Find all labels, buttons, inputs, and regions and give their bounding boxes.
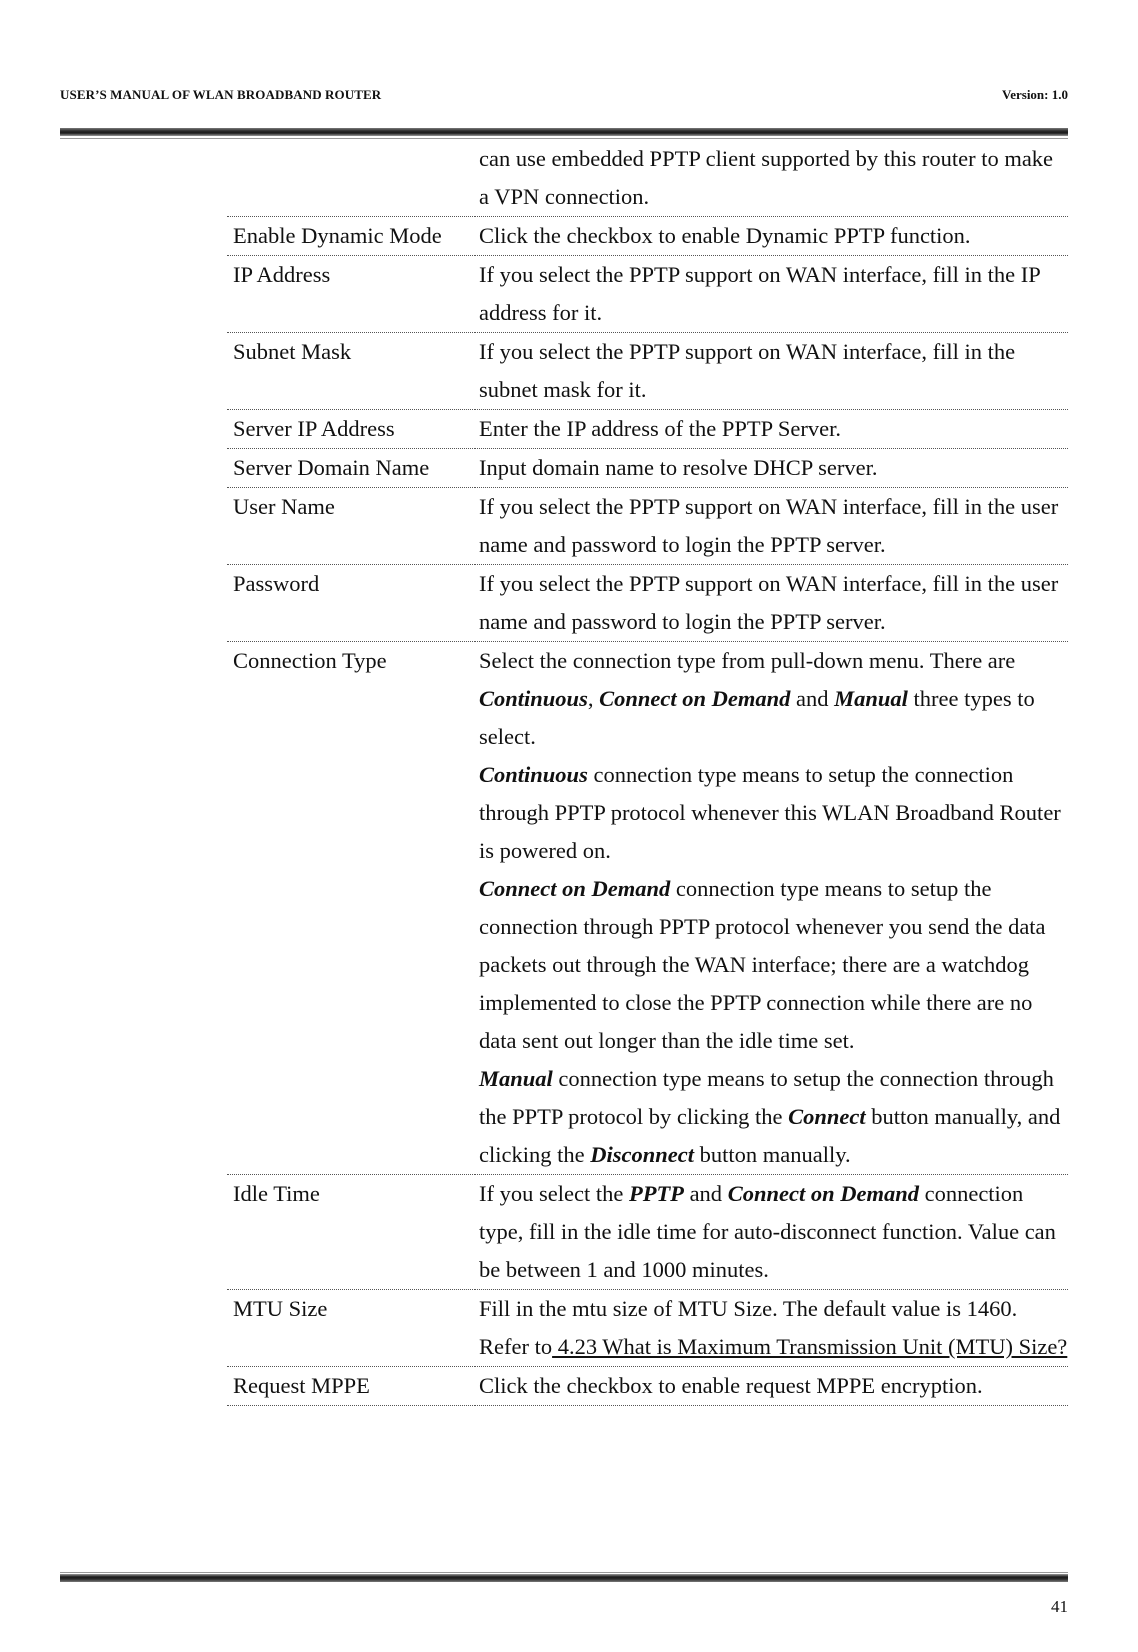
param-name: Subnet Mask <box>227 333 475 410</box>
header-rule-thin <box>60 138 1068 139</box>
parameter-table <box>227 140 1068 1406</box>
param-name: Server Domain Name <box>227 449 475 488</box>
table-row <box>227 1175 1068 1290</box>
term-continuous: Continuous <box>479 762 588 787</box>
table-row <box>227 217 1068 256</box>
term-manual: Manual <box>834 686 908 711</box>
table-row <box>227 410 1068 449</box>
term-manual: Manual <box>479 1066 553 1091</box>
mtu-reference-link[interactable]: 4.23 What is Maximum Transmission Unit (MTU) Size? <box>552 1334 1068 1359</box>
param-description: Fill in the mtu size of MTU Size. The default value is 1460. Refer to 4.23 What is Maximum Transmission Unit (MTU) Size? <box>475 1290 1068 1367</box>
param-name: IP Address <box>227 256 475 333</box>
param-description: Enter the IP address of the PPTP Server. <box>475 410 1068 449</box>
term-connect-on-demand: Connect on Demand <box>727 1181 919 1206</box>
param-name: Server IP Address <box>227 410 475 449</box>
manual-description: Manual connection type means to setup the connection through the PPTP protocol by clicking the Connect button manually, and clicking the Disconnect button manually. <box>479 1066 1061 1167</box>
param-name: Idle Time <box>227 1175 475 1290</box>
on-demand-description: Connect on Demand connection type means to setup the connection through PPTP protocol whenever you send the data packets out through the WAN interface; there are a watchdog implemented to close the PPTP connection while there are no data sent out longer than the idle time set. <box>479 876 1046 1053</box>
param-name: Password <box>227 565 475 642</box>
param-description: If you select the PPTP support on WAN interface, fill in the IP address for it. <box>475 256 1068 333</box>
term-disconnect: Disconnect <box>590 1142 694 1167</box>
header-rule <box>60 128 1068 136</box>
param-description: If you select the PPTP and Connect on Demand connection type, fill in the idle time for auto-disconnect function. Value can be between 1 and 1000 minutes. <box>475 1175 1068 1290</box>
param-name: Request MPPE <box>227 1367 475 1406</box>
term-connect: Connect <box>788 1104 866 1129</box>
table-row <box>227 565 1068 642</box>
table-row <box>227 333 1068 410</box>
table-row <box>227 488 1068 565</box>
table-row <box>227 449 1068 488</box>
param-name <box>227 140 475 217</box>
page-number: 41 <box>1051 1597 1068 1616</box>
param-name: Enable Dynamic Mode <box>227 217 475 256</box>
param-description <box>475 642 1068 1175</box>
term-connect-on-demand: Connect on Demand <box>479 876 671 901</box>
param-description: can use embedded PPTP client supported by this router to make a VPN connection. <box>475 140 1068 217</box>
term-connect-on-demand: Connect on Demand <box>599 686 791 711</box>
table-row <box>227 1367 1068 1406</box>
table-row <box>227 140 1068 217</box>
param-description: If you select the PPTP support on WAN interface, fill in the subnet mask for it. <box>475 333 1068 410</box>
term-pptp: PPTP <box>628 1181 684 1206</box>
param-name: Connection Type <box>227 642 475 1175</box>
header-version: Version: 1.0 <box>1002 87 1068 102</box>
term-continuous: Continuous <box>479 686 588 711</box>
param-description: If you select the PPTP support on WAN interface, fill in the user name and password to login the PPTP server. <box>475 488 1068 565</box>
table-row <box>227 1290 1068 1367</box>
param-description: If you select the PPTP support on WAN interface, fill in the user name and password to login the PPTP server. <box>475 565 1068 642</box>
param-name: User Name <box>227 488 475 565</box>
param-description: Click the checkbox to enable Dynamic PPTP function. <box>475 217 1068 256</box>
param-description: Click the checkbox to enable request MPPE encryption. <box>475 1367 1068 1406</box>
param-name: MTU Size <box>227 1290 475 1367</box>
continuous-description: Continuous connection type means to setup the connection through PPTP protocol whenever this WLAN Broadband Router is powered on. <box>479 762 1061 863</box>
header-title: USER’S MANUAL OF WLAN BROADBAND ROUTER <box>60 87 382 102</box>
connection-type-intro: Select the connection type from pull-down menu. There are Continuous, Connect on Demand and Manual three types to select. <box>479 648 1035 749</box>
footer-rule <box>60 1574 1068 1582</box>
param-description: Input domain name to resolve DHCP server. <box>475 449 1068 488</box>
table-row <box>227 642 1068 1175</box>
table-row <box>227 256 1068 333</box>
footer-rule-thin <box>60 1572 1068 1573</box>
